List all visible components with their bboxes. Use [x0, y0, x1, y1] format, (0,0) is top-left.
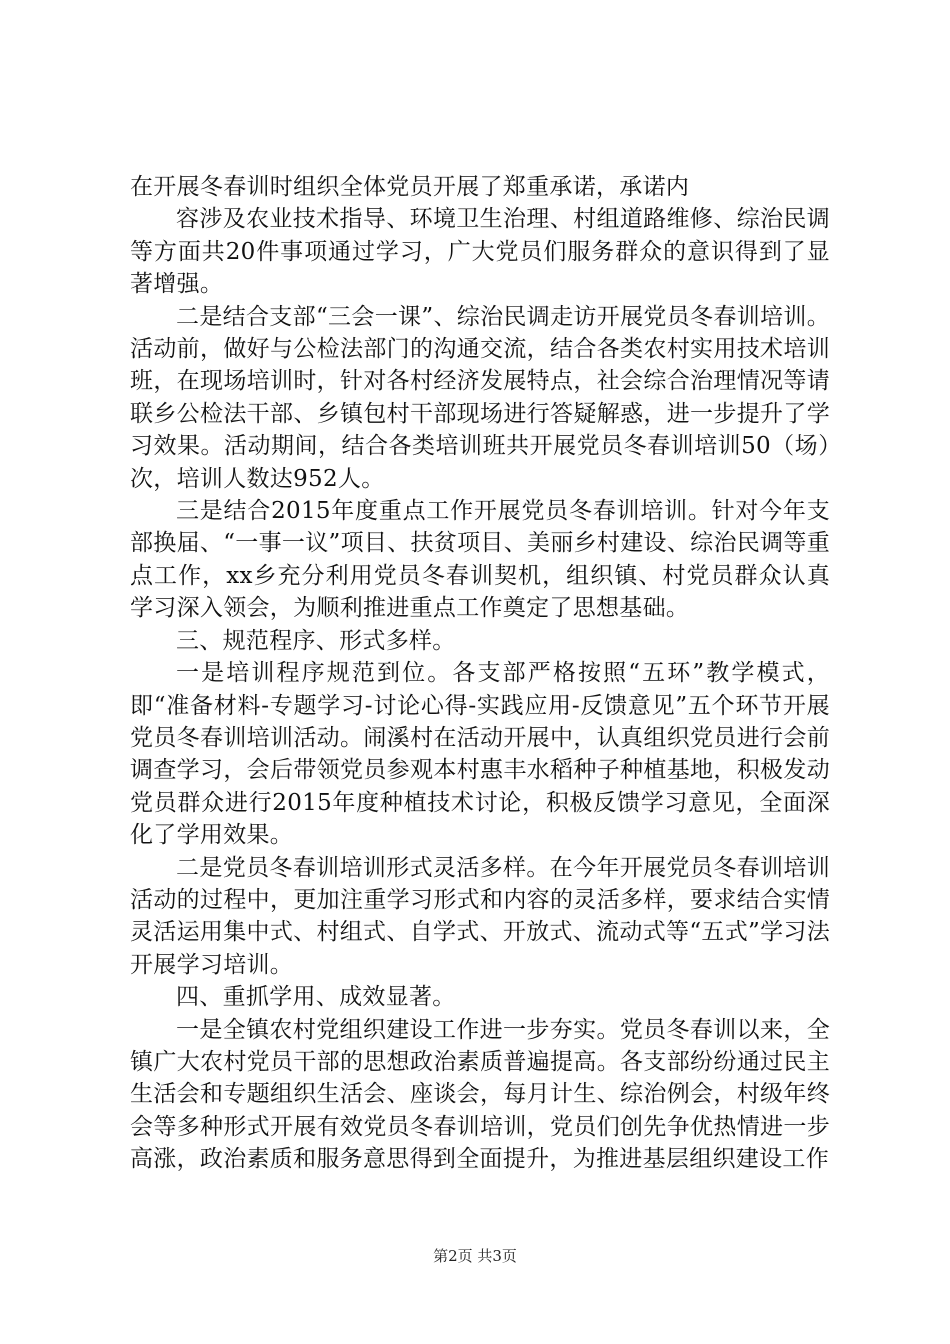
paragraph-1: 在开展冬春训时组织全体党员开展了郑重承诺，承诺内: [130, 174, 690, 200]
paragraph-4: 三是结合2015年度重点工作开展党员冬春训培训。针对今年支部换届、“一事一议”项目、扶贫项目、美丽乡村建设、综治民调等重点工作，xx乡充分利用党员冬春训契机，组织镇、村党员群众认真学习深入领会，为顺利推进重点工作奠定了思想基础。: [130, 498, 830, 622]
paragraph-3: 二是结合支部“三会一课”、综治民调走访开展党员冬春训培训。活动前，做好与公检法部门的沟通交流，结合各类农村实用技术培训班，在现场培训时，针对各村经济发展特点，社会综合治理情况等请联乡公检法干部、乡镇包村干部现场进行答疑解惑，进一步提升了学习效果。活动期间，结合各类培训班共开展党员冬春训培训50（场）次，培训人数达952人。: [130, 303, 830, 492]
section-heading-4: 四、重抓学用、成效显著。: [176, 984, 456, 1011]
paragraph-2: 容涉及农业技术指导、环境卫生治理、村组道路维修、综治民调等方面共20件事项通过学习，广大党员们服务群众的意识得到了显著增强。: [130, 206, 830, 298]
section-heading-3: 三、规范程序、形式多样。: [176, 627, 456, 654]
page-footer: 第2页 共3页: [433, 1247, 517, 1265]
paragraph-6: 二是党员冬春训培训形式灵活多样。在今年开展党员冬春训培训活动的过程中，更加注重学习形式和内容的灵活多样，要求结合实情灵活运用集中式、村组式、自学式、开放式、流动式等“五式”学习法开展学习培训。: [130, 854, 830, 978]
paragraph-7: 一是全镇农村党组织建设工作进一步夯实。党员冬春训以来，全镇广大农村党员干部的思想政治素质普遍提高。各支部纷纷通过民主生活会和专题组织生活会、座谈会，每月计生、综治例会，村级年终会等多种形式开展有效党员冬春训培训，党员们创先争优热情进一步高涨，政治素质和服务意思得到全面提升，为推进基层组织建设工作: [130, 1016, 830, 1173]
document-body: [130, 171, 830, 1176]
paragraph-5: 一是培训程序规范到位。各支部严格按照“五环”教学模式，即“准备材料-专题学习-讨论心得-实践应用-反馈意见”五个环节开展党员冬春训培训活动。闹溪村在活动开展中，认真组织党员进行会前调查学习，会后带领党员参观本村惠丰水稻种子种植基地，积极发动党员群众进行2015年度种植技术讨论，积极反馈学习意见，全面深化了学用效果。: [130, 660, 830, 849]
